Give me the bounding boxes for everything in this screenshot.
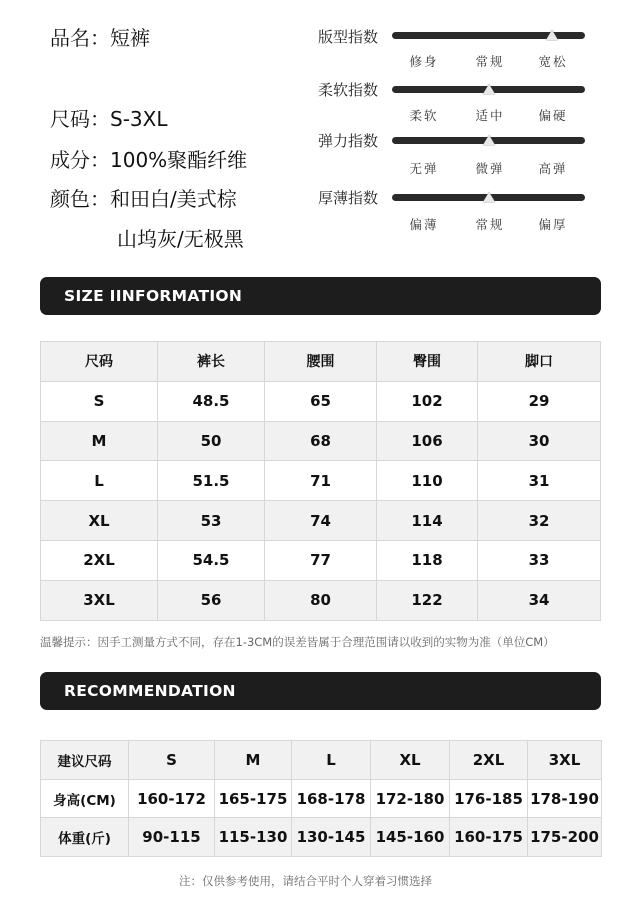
size-info-banner — [40, 277, 601, 315]
product-material — [50, 144, 247, 173]
table-cell: 160-175 — [450, 818, 528, 857]
table-cell: 114 — [377, 501, 478, 541]
header-cell: 建议尺码 — [41, 741, 129, 780]
product-color-value-2: 山坞灰/无极黑 — [117, 227, 244, 251]
product-color-value-1: 和田白/美式棕 — [110, 187, 237, 211]
table-cell: 115-130 — [215, 818, 292, 857]
index-marker-icon — [483, 84, 495, 94]
table-cell: 29 — [478, 381, 601, 421]
header-cell: L — [292, 741, 371, 780]
table-header-row — [41, 741, 602, 780]
table-row — [41, 461, 601, 501]
size-info-title: SIZE IINFORMATION — [64, 287, 243, 305]
index-option: 无弹 — [409, 161, 439, 176]
header-cell: 尺码 — [41, 342, 158, 382]
index-option: 常规 — [475, 54, 505, 69]
table-cell: 77 — [265, 540, 377, 580]
size-note: 温馨提示：因手工测量方式不同，存在1-3CM的误差皆属于合理范围请以收到的实物为准（单位CM） — [40, 635, 555, 649]
index-option: 宽松 — [538, 54, 568, 69]
table-cell: 71 — [265, 461, 377, 501]
table-row — [41, 501, 601, 541]
table-cell: 54.5 — [158, 540, 265, 580]
table-row — [41, 779, 602, 818]
table-cell: L — [41, 461, 158, 501]
table-cell: 32 — [478, 501, 601, 541]
recommendation-banner — [40, 672, 601, 710]
product-size — [50, 103, 167, 132]
index-option: 高弹 — [538, 161, 568, 176]
header-cell: 臀围 — [377, 342, 478, 382]
index-option: 偏厚 — [538, 217, 568, 232]
table-header-row — [41, 342, 601, 382]
table-cell: 34 — [478, 580, 601, 620]
index-option: 微弹 — [475, 161, 505, 176]
header-cell: 2XL — [450, 741, 528, 780]
product-name — [50, 22, 150, 51]
table-cell: 53 — [158, 501, 265, 541]
table-cell: 48.5 — [158, 381, 265, 421]
product-color — [50, 183, 237, 212]
table-cell: 33 — [478, 540, 601, 580]
header-cell: XL — [371, 741, 450, 780]
row-label: 身高(CM) — [41, 779, 129, 818]
index-title: 柔软指数 — [318, 81, 379, 99]
index-option: 常规 — [475, 217, 505, 232]
table-cell: 172-180 — [371, 779, 450, 818]
row-label: 体重(斤) — [41, 818, 129, 857]
header-cell: 裤长 — [158, 342, 265, 382]
index-option: 适中 — [475, 108, 505, 123]
table-cell: 175-200 — [528, 818, 602, 857]
table-row — [41, 818, 602, 857]
index-marker-icon — [483, 192, 495, 202]
header-cell: M — [215, 741, 292, 780]
product-material-value: 100%聚酯纤维 — [110, 148, 248, 172]
index-option: 修身 — [409, 54, 439, 69]
table-cell: 51.5 — [158, 461, 265, 501]
table-cell: 118 — [377, 540, 478, 580]
product-name-value: 短裤 — [110, 26, 150, 50]
table-cell: 102 — [377, 381, 478, 421]
table-cell: 65 — [265, 381, 377, 421]
table-row — [41, 540, 601, 580]
index-option: 偏薄 — [409, 217, 439, 232]
product-size-value: S-3XL — [110, 107, 168, 131]
index-marker-icon — [546, 30, 558, 40]
index-title: 厚薄指数 — [318, 189, 379, 207]
table-row — [41, 421, 601, 461]
table-cell: 50 — [158, 421, 265, 461]
table-cell: 176-185 — [450, 779, 528, 818]
table-cell: 145-160 — [371, 818, 450, 857]
table-cell: 68 — [265, 421, 377, 461]
product-name-label: 品名： — [50, 26, 110, 50]
table-cell: 80 — [265, 580, 377, 620]
index-title: 弹力指数 — [318, 132, 379, 150]
table-cell: 106 — [377, 421, 478, 461]
index-marker-icon — [483, 135, 495, 145]
index-option: 偏硬 — [538, 108, 568, 123]
size-table — [40, 341, 601, 621]
table-cell: 130-145 — [292, 818, 371, 857]
product-size-label: 尺码： — [50, 107, 110, 131]
header-cell: 3XL — [528, 741, 602, 780]
table-cell: 165-175 — [215, 779, 292, 818]
table-cell: 30 — [478, 421, 601, 461]
recommendation-table — [40, 740, 602, 857]
header-cell: 脚口 — [478, 342, 601, 382]
table-cell: 122 — [377, 580, 478, 620]
table-cell: S — [41, 381, 158, 421]
table-cell: M — [41, 421, 158, 461]
recommendation-title: RECOMMENDATION — [64, 682, 236, 700]
table-cell: 178-190 — [528, 779, 602, 818]
table-cell: 160-172 — [129, 779, 215, 818]
table-cell: 2XL — [41, 540, 158, 580]
header-cell: S — [129, 741, 215, 780]
table-cell: 56 — [158, 580, 265, 620]
table-row — [41, 580, 601, 620]
table-cell: 3XL — [41, 580, 158, 620]
product-color-label: 颜色： — [50, 187, 110, 211]
table-cell: 168-178 — [292, 779, 371, 818]
table-cell: 110 — [377, 461, 478, 501]
product-color-line-2 — [117, 223, 244, 252]
table-cell: 31 — [478, 461, 601, 501]
table-cell: 74 — [265, 501, 377, 541]
table-cell: XL — [41, 501, 158, 541]
product-material-label: 成分： — [50, 148, 110, 172]
recommendation-note: 注：仅供参考使用，请结合平时个人穿着习惯选择 — [179, 874, 432, 888]
table-cell: 90-115 — [129, 818, 215, 857]
index-title: 版型指数 — [318, 28, 379, 46]
index-option: 柔软 — [409, 108, 439, 123]
table-row — [41, 381, 601, 421]
header-cell: 腰围 — [265, 342, 377, 382]
